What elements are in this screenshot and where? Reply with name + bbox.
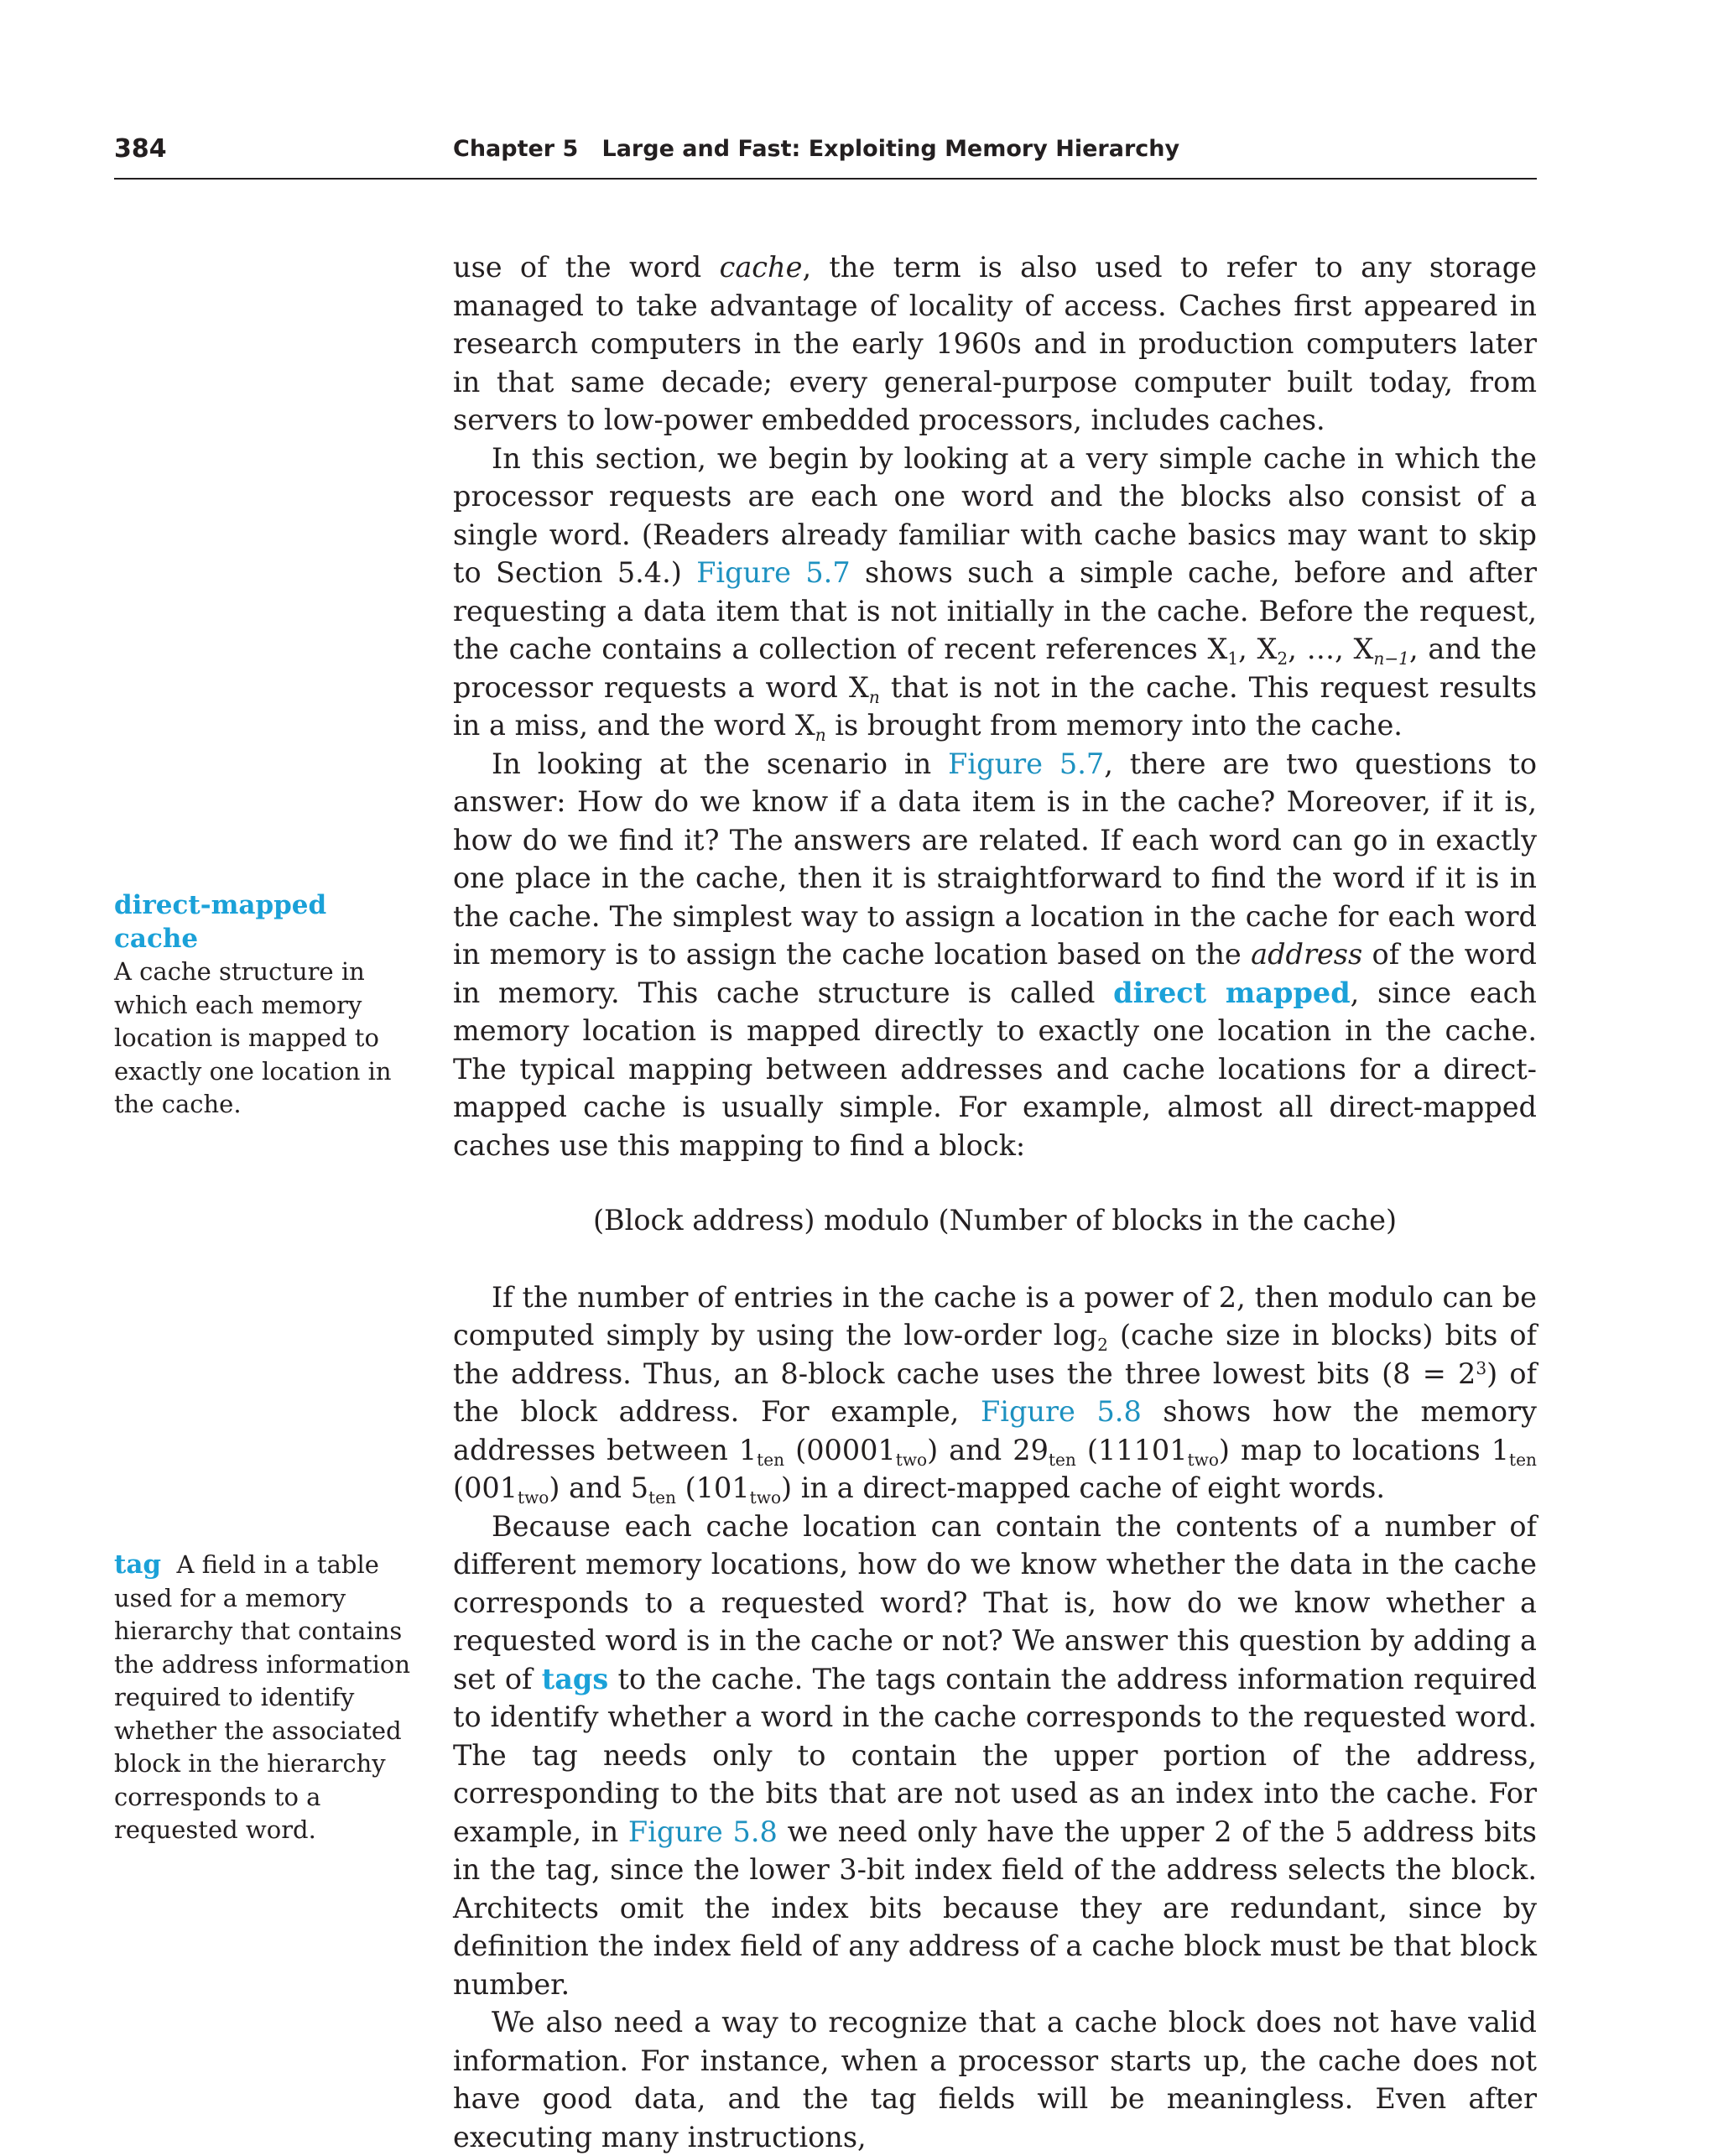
glossary-term-link[interactable]: direct mapped [1113, 976, 1351, 1009]
paragraph: If the number of entries in the cache is a power of 2, then modulo can be computed simply by using the low-order $\log_2$ (cache size in blocks) bits of the address. Thus, an 8-block cache uses the three lowest bits $(8 = 2^3)$ of the block address. For example, Figure 5.8 shows how the memory addresses between $1_{ten}$ $(00001_{two})$ and $29_{ten}$ $(11101_{two})$ map to locations $1_{ten}$ $(001_{two})$ and $5_{ten}$ $(101_{two})$ in a direct-mapped cache of eight words. [453, 1280, 1537, 1508]
formula: (Block address) modulo (Number of blocks in the cache) [592, 1204, 1398, 1237]
margin-note-tag [114, 1549, 416, 1847]
margin-term: tag [114, 1549, 162, 1580]
figure-link[interactable]: Figure 5.7 [948, 747, 1105, 780]
paragraph: In looking at the scenario in Figure 5.7, there are two questions to answer: How do we know if a data item is in the cache? Moreover, if it is, how do we find it? The answers are related. If each word can go in exactly one place in the cache, then it is straightforward to find the word if it is in the cache. The simplest way to assign a location in the cache for each word in memory is to assign the cache location based on the address of the word in memory. This cache structure is called direct mapped, since each memory location is mapped directly to exactly one location in the cache. The typical mapping between addresses and cache locations for a direct-mapped cache is usually simple. For example, almost all direct-mapped caches use this mapping to find a block: [453, 747, 1537, 1162]
margin-term: direct-mapped cache [114, 890, 327, 954]
figure-link[interactable]: Figure 5.7 [696, 556, 851, 589]
paragraph: In this section, we begin by looking at a very simple cache in which the processor requests are each one word and the blocks also consist of a single word. (Readers already familiar with cache basics may want to skip to Section 5.4.) Figure 5.7 shows such a simple cache, before and after requesting a data item that is not initially in the cache. Before the request, the cache contains a collection of recent references $X_1$, $X_2$, …, $X_{n-1}$, and the processor requests a word $X_n$ that is not in the cache. This request results in a miss, and the word $X_n$ is brought from memory into the cache. [453, 441, 1538, 746]
figure-link[interactable]: Figure 5.8 [981, 1395, 1142, 1428]
page-number: 384 [114, 134, 167, 164]
paragraph: Because each cache location can contain the contents of a number of different memory locations, how do we know whether the data in the cache corresponds to a requested word? That is, how do we know whether a requested word is in the cache or not? We answer this question by adding a set of tags to the cache. The tags contain the address information required to identify whether a word in the cache corresponds to the requested word. The tag needs only to contain the upper portion of the address, corresponding to the bits that are not used as an index into the cache. For example, in Figure 5.8 we need only have the upper 2 of the 5 address bits in the tag, since the lower 3-bit index field of the address selects the block. Architects omit the index bits because they are redundant, since by definition the index field of any address of a cache block must be that block number. [453, 1509, 1537, 2001]
body-text [453, 248, 1537, 2156]
figure-link[interactable]: Figure 5.8 [627, 1815, 778, 1848]
paragraph: use of the word cache, the term is also used to refer to any storage managed to take advantage of locality of access. Caches first appeared in research computers in the early 1960s and in production computers later in that same decade; every general-purpose computer built today, from servers to low-power embedded processors, includes caches. [453, 251, 1537, 436]
glossary-term-link[interactable]: tags [541, 1662, 609, 1695]
margin-note-direct-mapped-cache [114, 889, 416, 1122]
chapter-title: Chapter 5 Large and Fast: Exploiting Memory Hierarchy [453, 136, 1180, 162]
margin-definition: A field in a table used for a memory hierarchy that contains the address information required to identify whether the associated block in the hierarchy corresponds to a requested word. [114, 1550, 410, 1844]
paragraph: We also need a way to recognize that a cache block does not have valid information. For instance, when a processor starts up, the cache does not have good data, and the tag fields will be meaningless. Even after executing many instructions, [453, 2006, 1537, 2153]
header-rule [114, 178, 1537, 180]
margin-definition: A cache structure in which each memory location is mapped to exactly one location in the cache. [114, 957, 392, 1118]
